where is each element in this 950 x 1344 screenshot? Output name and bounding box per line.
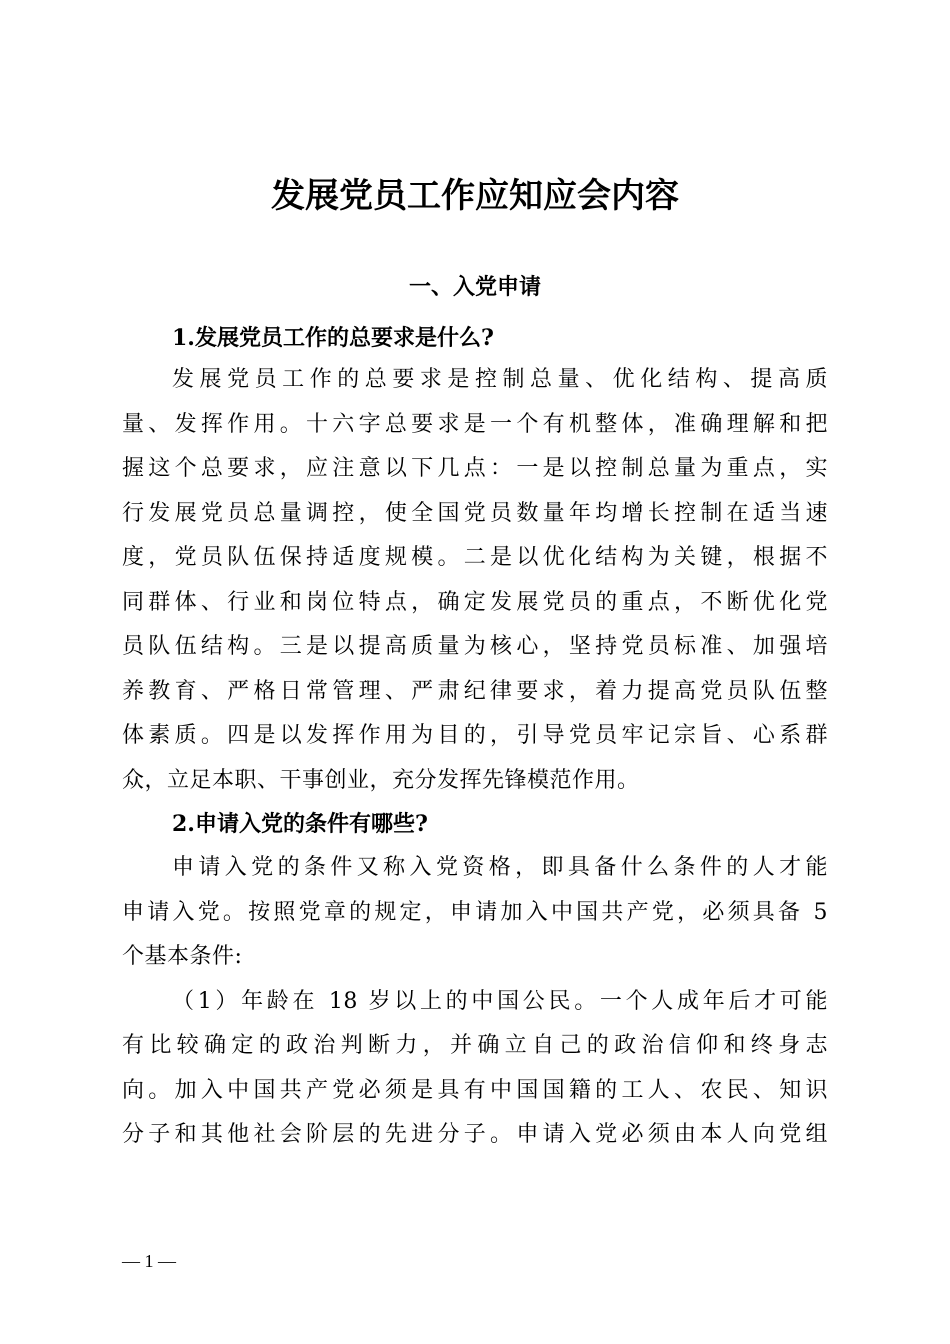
answer-1-line: 行发展党员总量调控，使全国党员数量年均增长控制在适当速 xyxy=(122,500,828,526)
answer-1 xyxy=(122,358,828,803)
answer-2-item-line: 向。加入中国共产党必须是具有中国国籍的工人、农民、知识 xyxy=(122,1077,828,1103)
document-title: 发展党员工作应知应会内容 xyxy=(271,176,679,216)
answer-1-line: 度，党员队伍保持适度规模。二是以优化结构为关键，根据不 xyxy=(122,545,828,570)
answer-2-line: 个基本条件: xyxy=(122,944,243,969)
section-heading: 一、入党申请 xyxy=(408,275,541,300)
answer-2-line: 申请入党。按照党章的规定，申请加入中国共产党，必须具备 5 xyxy=(122,899,828,925)
answer-1-line: 握这个总要求，应注意以下几点：一是以控制总量为重点，实 xyxy=(122,456,828,481)
answer-2-line: 申请入党的条件又称入党资格，即具备什么条件的人才能 xyxy=(172,855,828,880)
answer-2-item-line: 分子和其他社会阶层的先进分子。申请入党必须由本人向党组 xyxy=(122,1122,828,1147)
answer-1-line: 量、发挥作用。十六字总要求是一个有机整体，准确理解和把 xyxy=(122,411,828,437)
answer-1-line: 养教育、严格日常管理、严肃纪律要求，着力提高党员队伍整 xyxy=(122,678,828,704)
answer-2-item-line: 有比较确定的政治判断力，并确立自己的政治信仰和终身志 xyxy=(122,1033,828,1058)
answer-1-line: 同群体、行业和岗位特点，确定发展党员的重点，不断优化党 xyxy=(122,589,828,615)
question-1: 1.发展党员工作的总要求是什么? xyxy=(172,325,494,351)
answer-1-line: 体素质。四是以发挥作用为目的，引导党员牢记宗旨、心系群 xyxy=(122,723,828,748)
answer-2-item-line: （1）年龄在 18 岁以上的中国公民。一个人成年后才可能 xyxy=(172,988,828,1014)
answer-1-line: 员队伍结构。三是以提高质量为核心，坚持党员标准、加强培 xyxy=(122,634,828,659)
question-2: 2.申请入党的条件有哪些? xyxy=(172,811,428,837)
answer-1-line: 众，立足本职、干事创业，充分发挥先锋模范作用。 xyxy=(122,767,640,793)
page-number: — 1 — xyxy=(122,1251,176,1271)
answer-1-line: 发展党员工作的总要求是控制总量、优化结构、提高质 xyxy=(172,367,828,392)
answer-2 xyxy=(122,846,828,1158)
